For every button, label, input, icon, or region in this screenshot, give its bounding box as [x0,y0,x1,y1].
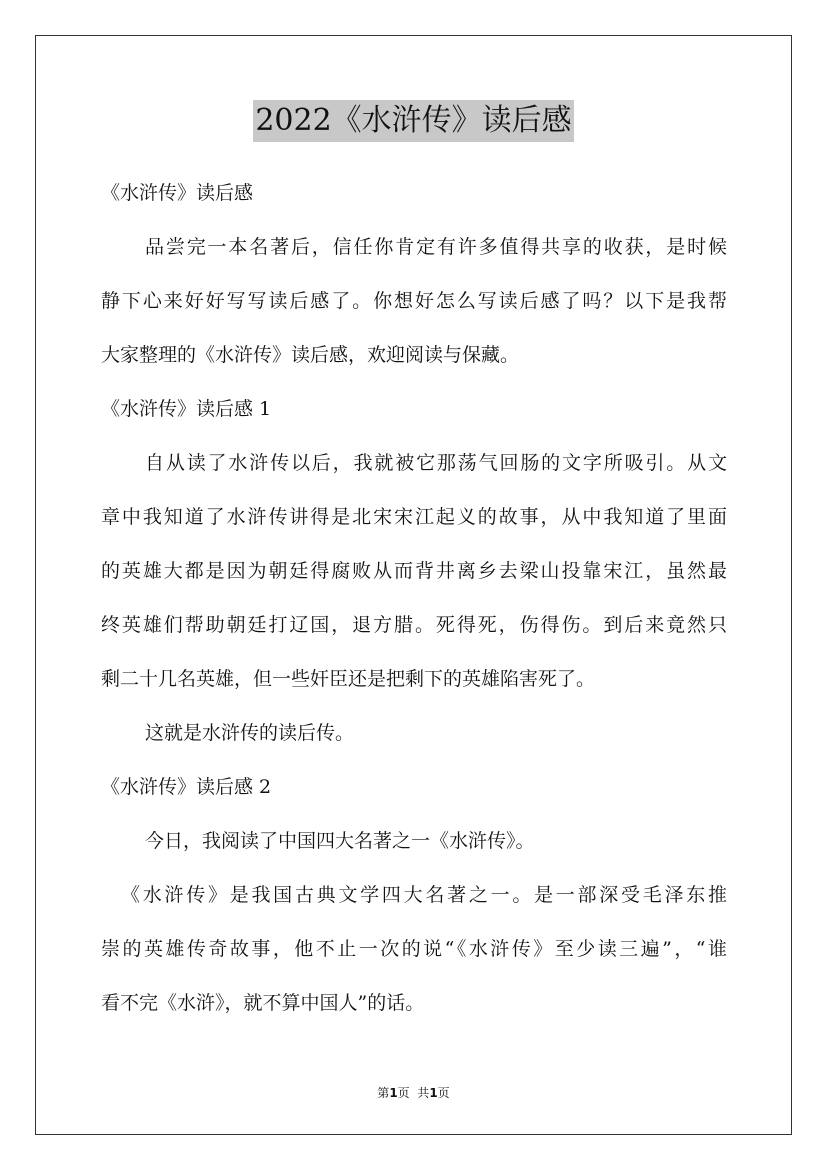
intro-line-2: 静下心来好好写写读后感了。你想好怎么写读后感了吗？以下是我帮 [101,290,727,312]
intro-line-1: 品尝完一本名著后，信任你肯定有许多值得共享的收获，是时候 [145,236,727,258]
section1-line-1: 自从读了水浒传以后，我就被它那荡气回肠的文字所吸引。从文 [145,452,727,474]
section1-line-3: 的英雄大都是因为朝廷得腐败从而背井离乡去梁山投靠宋江，虽然最 [101,560,727,582]
section2-heading: 《水浒传》读后感 2 [101,776,272,798]
intro-line-3: 大家整理的《水浒传》读后感，欢迎阅读与保藏。 [101,344,520,366]
section2-paragraph-1: 今日，我阅读了中国四大名著之一《水浒传》。 [145,830,535,852]
section1-paragraph-2: 这就是水浒传的读后传。 [145,722,355,744]
footer-page-prefix: 第 [377,1086,390,1100]
section2-line-1: 《水浒传》是我国古典文学四大名著之一。是一部深受毛泽东推 [121,884,727,906]
footer-page-mid: 页 共 [397,1086,430,1100]
section1-line-4: 终英雄们帮助朝廷打辽国，退方腊。死得死，伤得伤。到后来竟然只 [101,614,727,636]
section1-line-2: 章中我知道了水浒传讲得是北宋宋江起义的故事，从中我知道了里面 [101,506,727,528]
section1-line-5: 剩二十几名英雄，但一些奸臣还是把剩下的英雄陷害死了。 [101,668,596,690]
document-title: 2022《水浒传》读后感 [253,100,573,142]
footer-page-number: 1 [389,1086,398,1100]
main-heading: 《水浒传》读后感 [101,182,254,204]
page-footer [0,1084,827,1101]
title-container [0,100,827,142]
section1-heading: 《水浒传》读后感 1 [101,398,272,420]
footer-page-suffix: 页 [437,1086,450,1100]
section2-line-2: 崇的英雄传奇故事，他不止一次的说“《水浒传》至少读三遍”，“谁 [101,938,727,960]
section2-line-3: 看不完《水浒》，就不算中国人”的话。 [101,992,425,1014]
footer-page-total: 1 [429,1086,438,1100]
